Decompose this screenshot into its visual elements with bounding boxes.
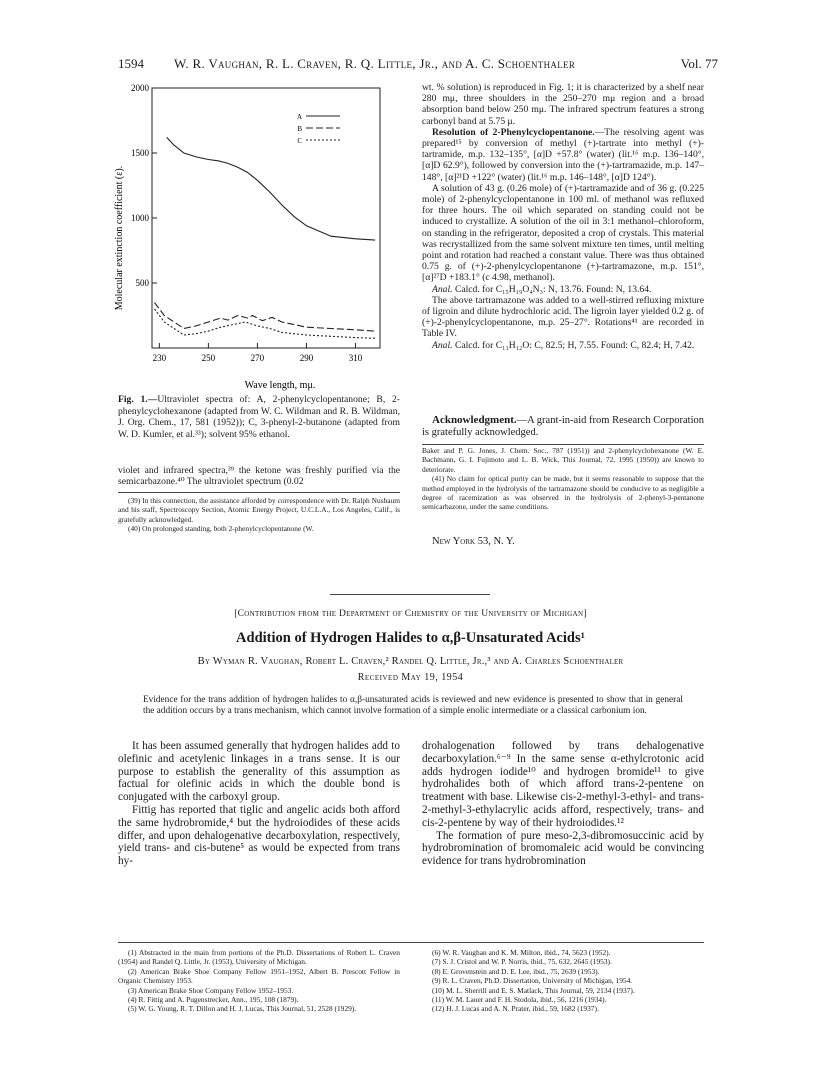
article-footnotes-right: [422, 948, 704, 1014]
footnote-41: (41) No claim for optical purity can be made, but it seems reasonable to suppose that the method employed in the hydrolysis of the tartramazone should be conducive to as negligible a degree of racemization as was observed in the hydrolysis of 2-phenyl-3-pentanone semicarbazone, under the same conditions.: [422, 474, 704, 512]
anal-label-1: Anal.: [432, 283, 453, 295]
figure-caption: [118, 394, 400, 440]
right-paragraph-5: The above tartramazone was added to a well-stirred refluxing mixture of ligroin and dilute hydrochloric acid. The ligroin layer yielded 0.2 g. of (+)-2-phenylcyclopentanone, m.p. 25–27°. Rotations⁴¹ are recorded in Table IV.: [422, 294, 704, 340]
right-paragraph-3: A solution of 43 g. (0.26 mole) of (+)-tartramazide and of 36 g. (0.225 mole) of 2-phenylcyclopentanone in 100 ml. of methanol was refluxed for three hours. The oil which separated on standing could not be induced to crystallize. A solution of the oil in 3:1 methanol–chloroform, on standing in the refrigerator, deposited a crop of crystals. This material was recrystallized from the same solvent mixture ten times, until melting point and rotation had reached a constant value. There was thus obtained 0.75 g. of (+)-2-phenylcyclopentanone (+)-tartramazone, m.p. 151°, [α]²⁷D +183.1° (c 4.98, methanol).: [422, 182, 704, 284]
page-number: 1594: [118, 56, 144, 71]
series-line-b: [155, 303, 376, 332]
x-tick-label: 290: [299, 353, 314, 363]
header-authors: W. R. Vaughan, R. L. Craven, R. Q. Little, Jr., and A. C. Schoenthaler: [174, 56, 576, 71]
legend-label: C: [297, 137, 302, 145]
chart-xlabel: Wave length, mμ.: [244, 380, 316, 391]
left-column-text: [118, 465, 400, 487]
anal-label-2: Anal.: [432, 339, 453, 351]
intro-paragraph-2: Fittig has reported that tiglic and angelic acids both afford the same hydrobromide,⁴ but the hydroiodides of these acids differ, and upon dehalogenative decarboxylation, respectively, yield trans- and cis-butene⁵ as would be expected from trans hy-: [118, 803, 400, 868]
series-line-a: [167, 137, 375, 240]
left-footnotes: [118, 496, 400, 534]
article-title: Addition of Hydrogen Halides to α,β-Unsaturated Acids¹: [236, 630, 585, 646]
y-tick-label: 1500: [131, 148, 149, 158]
article-left-column: [118, 740, 400, 868]
address: New York 53, N. Y.: [432, 536, 515, 547]
right-body-paragraph-1: drohalogenation followed by trans dehalogenative decarboxylation.⁶⁻⁹ In the same sense α-ethylcrotonic acid adds hydrogen iodide¹⁰ and hydrogen bromide¹¹ to give hydrohalides both of which afford trans-2-pentene on treatment with base. Likewise cis-2-methyl-3-ethyl- and trans-2-methyl-3-ethylacrylic acids afford, respectively, trans- and cis-2-pentene by way of their hydroiodides.¹²: [422, 740, 704, 829]
footnote-40: (40) On prolonged standing, both 2-phenylcyclopentanone (W.: [128, 524, 314, 534]
analysis-2: Calcd. for C₁₁H₁₂O: C, 82.5; H, 7.55. Found: C, 82.4; H, 7.42.: [454, 339, 695, 351]
contribution-line: [Contribution from the Department of Chemistry of the University of Michigan]: [234, 609, 587, 619]
resolution-heading: Resolution of 2-Phenylcyclopentanone.: [432, 126, 595, 138]
series-line-c: [155, 309, 376, 338]
x-tick-label: 230: [152, 353, 167, 363]
footnote-item: (10) M. L. Sherrill and E. S. Matlack, This Journal, 59, 2134 (1937).: [432, 985, 635, 995]
footnote-rule-left: [118, 492, 400, 493]
footnote-item: (5) W. G. Young, R. T. Dillon and H. J. Lucas, This Journal, 51, 2528 (1929).: [128, 1004, 357, 1014]
abstract: Evidence for the trans addition of hydrogen halides to α,β-unsaturated acids is reviewed and new evidence is presented to show that in general the addition occurs by a trans mechanism, which cannot involve formation of a simple enolic intermediate or a classical carbonium ion.: [143, 695, 683, 716]
x-tick-label: 310: [348, 353, 363, 363]
right-footnotes: [422, 446, 704, 512]
received-date: Received May 19, 1954: [357, 672, 464, 683]
intro-paragraph-1: It has been assumed generally that hydrogen halides add to olefinic and acetylenic linkages in a trans sense. It is our purpose to establish the generality of this assumption as factual for olefinic acids in which the double bond is conjugated with the carboxyl group.: [118, 740, 400, 804]
acknowledgment: [422, 414, 704, 439]
y-tick-label: 1000: [131, 213, 149, 223]
acknowledgment-heading: Acknowledgment.: [432, 414, 517, 426]
right-column-text: [422, 82, 704, 351]
x-tick-label: 250: [201, 353, 216, 363]
footnote-item: (1) Abstracted in the main from portions of the Ph.D. Dissertations of Robert L. Craven (1954) and Randel Q. Little, Jr. (1953), University of Michigan.: [118, 948, 400, 967]
footnote-item: (9) R. L. Craven, Ph.D. Dissertation, University of Michigan, 1954.: [432, 976, 633, 986]
left-paragraph: violet and infrared spectra,³⁹ the ketone was freshly purified via the semicarbazone.⁴⁰ The ultraviolet spectrum (0.02: [118, 465, 400, 488]
volume-label: Vol. 77: [680, 56, 718, 71]
footnote-item: (12) H. J. Lucas and A. N. Prater, ibid., 59, 1682 (1937).: [432, 1004, 599, 1014]
chart-ylabel: Molecular extinction coefficient (ε).: [114, 165, 125, 311]
right-paragraph-2: —The resolving agent was prepared¹⁵ by conversion of methyl (+)-tartrate into methyl (+)-tartramide, m.p. 132–135°, [α]D +57.8° (water) (lit.¹⁶ m.p. 136–140°, [α]D 62.9°), followed by conversion into the (+)-tartramazide, m.p. 147–148°, [α]²¹D +122° (water) (lit.¹⁶ m.p. 146–148°, [α]D 124°).: [422, 126, 704, 183]
legend-label: A: [296, 113, 302, 121]
plot-frame: [152, 88, 380, 348]
acknowledgment-text: —A grant-in-aid from Research Corporation is gratefully acknowledged.: [422, 415, 704, 438]
legend-label: B: [297, 125, 302, 133]
section-rule: [330, 594, 490, 595]
x-tick-label: 270: [250, 353, 265, 363]
y-tick-label: 500: [135, 278, 149, 288]
footnote-item: (4) R. Fittig and A. Pugenstrecker, Ann., 195, 108 (1879).: [128, 995, 299, 1005]
caption-lead: Fig. 1.—: [118, 394, 158, 405]
footnote-item: (3) American Brake Shoe Company Fellow 1952–1953.: [128, 985, 294, 995]
footnote-item: (6) W. R. Vaughan and K. M. Milton, ibid., 74, 5623 (1952).: [432, 948, 611, 957]
caption-text: Ultraviolet spectra of: A, 2-phenylcyclopentanone; B, 2-phenylcyclohexanone (adapted from W. C. Wildman and R. B. Wildman, J. Org. Chem., 17, 581 (1952)); C, 3-phenyl-2-butanone (adapted from W. D. Kumler, et al.³³); solvent 95% ethanol.: [118, 394, 400, 440]
footnote-39: (39) In this connection, the assistance afforded by correspondence with Dr. Ralph Nusbaum and his staff, Spectroscopy Section, Atomic Energy Project, U.C.L.A., Los Angeles, Calif., is gratefully acknowledged.: [118, 496, 400, 524]
footnote-item: (2) American Brake Shoe Company Fellow 1951–1952, Albert B. Prescott Fellow in Organic Chemistry 1953.: [118, 966, 400, 986]
footnote-rule-right: [422, 444, 704, 445]
right-body-paragraph-2: The formation of pure meso-2,3-dibromosuccinic acid by hydrobromination of bromomaleic acid would be convincing evidence for trans hydrobromination: [422, 829, 704, 868]
footnote-continued: Baker and P. G. Jones, J. Chem. Soc., 787 (1951)) and 2-phenylcyclohexanone (W. E. Bachmann, G. I. Fujimoto and L. B. Wick, This Journal, 72, 1995 (1950)) are known to deteriorate.: [422, 446, 704, 474]
footnote-item: (8) E. Grovenstein and D. E. Lee, ibid., 75, 2639 (1953).: [432, 966, 600, 976]
footnote-item: (11) W. M. Lauer and F. H. Stodola, ibid., 56, 1216 (1934).: [432, 995, 607, 1005]
article-right-column: [422, 740, 704, 868]
right-paragraph-1: wt. % solution) is reproduced in Fig. 1; it is characterized by a shelf near 280 mμ, three shoulders in the 250–270 mμ region and a broad absorption band below 250 mμ. The infrared spectrum features a strong carbonyl band at 5.75 μ.: [422, 82, 704, 127]
footnote-item: (7) S. J. Cristol and W. P. Norris, ibid., 75, 632, 2645 (1953).: [432, 957, 612, 967]
y-tick-label: 2000: [131, 83, 149, 93]
uv-spectra-chart: [110, 78, 400, 398]
figure-1: [110, 78, 400, 398]
article-byline: By Wyman R. Vaughan, Robert L. Craven,² Randel Q. Little, Jr.,³ and A. Charles Schoenthaler: [197, 656, 624, 667]
analysis-1: Calcd. for C₁₅H₁₉O₄N₃: N, 13.76. Found: N, 13.64.: [454, 283, 652, 295]
article-footnotes-left: [118, 948, 400, 1014]
article-footnote-rule: [118, 942, 704, 943]
